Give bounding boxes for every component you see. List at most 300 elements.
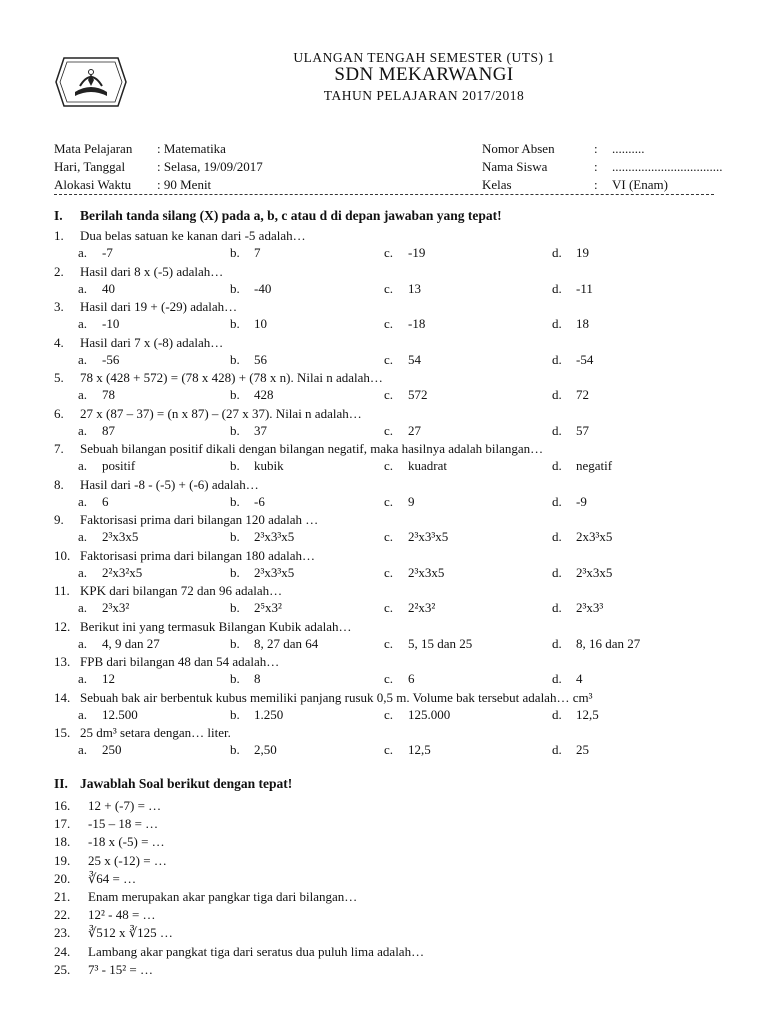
option-text: 4 <box>576 671 583 686</box>
info-row-subject <box>54 140 263 158</box>
question-number: 11. <box>54 583 70 598</box>
option-text: 125.000 <box>408 706 451 722</box>
option-letter: d. <box>552 280 562 296</box>
option-letter: c. <box>384 706 394 722</box>
info-colon: : <box>594 141 598 156</box>
option-letter: d. <box>552 742 562 757</box>
option-letter: b. <box>230 600 240 615</box>
option-text: 428 <box>254 387 274 402</box>
option-text: -9 <box>576 493 587 509</box>
question-text: -18 x (-5) = … <box>88 834 165 850</box>
option-text: 8, 27 dan 64 <box>254 635 319 651</box>
question-15 <box>54 725 231 741</box>
option-text: 2³x3³x5 <box>254 529 295 544</box>
option-d[interactable] <box>552 458 612 474</box>
option-letter: c. <box>384 316 394 331</box>
option-text: 87 <box>102 422 115 438</box>
option-letter: b. <box>230 422 240 438</box>
question-text: 78 x (428 + 572) = (78 x 428) + (78 x n). Nilai n adalah… <box>80 370 383 385</box>
option-letter: c. <box>384 671 394 686</box>
option-letter: b. <box>230 351 240 367</box>
option-letter: b. <box>230 529 240 544</box>
info-row-absen <box>482 140 723 158</box>
option-d[interactable] <box>552 742 589 758</box>
question-text: Hasil dari 19 + (-29) adalah… <box>80 299 238 314</box>
option-a[interactable] <box>78 281 115 297</box>
option-text: 1.250 <box>254 706 284 722</box>
option-d[interactable] <box>552 636 640 652</box>
question-2 <box>54 264 223 280</box>
question-number: 22. <box>54 907 71 923</box>
option-letter: a. <box>78 422 88 438</box>
option-a[interactable] <box>78 742 122 758</box>
info-value: : Matematika <box>157 141 226 156</box>
option-letter: a. <box>78 742 88 757</box>
question-1 <box>54 228 306 244</box>
option-letter: a. <box>78 316 88 331</box>
option-a[interactable] <box>78 600 129 616</box>
option-c[interactable] <box>384 600 435 616</box>
option-letter: d. <box>552 351 562 367</box>
option-b[interactable] <box>230 245 261 261</box>
question-number: 4. <box>54 334 64 350</box>
option-letter: c. <box>384 387 394 402</box>
question-number: 15. <box>54 725 71 740</box>
question-number: 3. <box>54 299 64 314</box>
question-number: 16. <box>54 798 71 813</box>
option-d[interactable] <box>552 245 589 261</box>
option-c[interactable] <box>384 636 472 652</box>
option-b[interactable] <box>230 707 283 723</box>
option-c[interactable] <box>384 387 428 403</box>
option-letter: c. <box>384 742 394 757</box>
option-text: 2³x3x5 <box>102 529 139 544</box>
option-text: 2³x3³x5 <box>408 529 449 544</box>
question-12 <box>54 619 352 635</box>
option-c[interactable] <box>384 565 444 581</box>
option-d[interactable] <box>552 352 593 368</box>
option-c[interactable] <box>384 423 421 439</box>
option-letter: b. <box>230 742 240 757</box>
option-text: 12.500 <box>102 706 138 722</box>
question-text: Lambang akar pangkat tiga dari seratus dua puluh lima adalah… <box>88 943 425 959</box>
option-text: -19 <box>408 245 426 260</box>
question-text: 27 x (87 – 37) = (n x 87) – (27 x 37). Nilai n adalah… <box>80 405 362 421</box>
exam-title: ULANGAN TENGAH SEMESTER (UTS) 1 <box>293 50 555 65</box>
option-letter: d. <box>552 706 562 722</box>
question-number: 10. <box>54 547 71 563</box>
option-text: 12,5 <box>408 742 431 757</box>
question-text: FPB dari bilangan 48 dan 54 adalah… <box>80 654 280 669</box>
option-b[interactable] <box>230 352 267 368</box>
essay-question-22 <box>54 907 156 923</box>
essay-question-16 <box>54 798 161 814</box>
info-row-name <box>482 158 723 176</box>
option-letter: b. <box>230 706 240 722</box>
option-d[interactable] <box>552 529 612 545</box>
option-text: 2x3³x5 <box>576 529 613 544</box>
absen-field[interactable]: .......... <box>612 141 645 156</box>
option-b[interactable] <box>230 458 284 474</box>
option-b[interactable] <box>230 423 267 439</box>
options-row <box>54 245 734 261</box>
option-a[interactable] <box>78 671 115 687</box>
options-row <box>54 636 734 652</box>
option-text: 2³x3² <box>102 600 130 615</box>
option-letter: b. <box>230 493 240 509</box>
option-text: 40 <box>102 280 115 296</box>
question-text: 25 x (-12) = … <box>88 852 167 868</box>
option-a[interactable] <box>78 423 115 439</box>
option-text: 2²x3²x5 <box>102 564 143 580</box>
option-b[interactable] <box>230 565 294 581</box>
option-c[interactable] <box>384 742 431 758</box>
option-text: 18 <box>576 316 589 331</box>
option-a[interactable] <box>78 458 135 474</box>
question-text: Dua belas satuan ke kanan dari -5 adalah… <box>80 228 306 243</box>
info-colon: : <box>594 177 598 192</box>
option-text: -10 <box>102 316 120 331</box>
options-row <box>54 458 734 474</box>
option-text: 12,5 <box>576 706 599 722</box>
question-5 <box>54 370 383 386</box>
option-c[interactable] <box>384 352 421 368</box>
option-a[interactable] <box>78 529 138 545</box>
option-d[interactable] <box>552 600 603 616</box>
option-letter: d. <box>552 671 562 686</box>
essay-question-19 <box>54 853 167 869</box>
option-letter: b. <box>230 387 240 402</box>
question-6 <box>54 406 362 422</box>
essay-question-20 <box>54 871 136 887</box>
options-row <box>54 423 734 439</box>
option-text: 9 <box>408 493 415 509</box>
question-text: Hasil dari -8 - (-5) + (-6) adalah… <box>80 476 259 492</box>
option-text: 7 <box>254 245 261 260</box>
option-a[interactable] <box>78 707 138 723</box>
info-value: : Selasa, 19/09/2017 <box>157 159 263 174</box>
option-letter: a. <box>78 635 88 651</box>
option-d[interactable] <box>552 316 589 332</box>
option-b[interactable] <box>230 281 271 297</box>
option-letter: c. <box>384 635 394 651</box>
option-a[interactable] <box>78 316 119 332</box>
option-b[interactable] <box>230 387 274 403</box>
question-9 <box>54 512 318 528</box>
question-number: 24. <box>54 943 71 959</box>
option-letter: d. <box>552 245 562 260</box>
option-letter: d. <box>552 422 562 438</box>
option-letter: a. <box>78 529 88 544</box>
option-text: 2,50 <box>254 742 277 757</box>
question-text: Berikut ini yang termasuk Bilangan Kubik adalah… <box>80 618 352 634</box>
option-text: 54 <box>408 351 421 367</box>
option-letter: b. <box>230 635 240 651</box>
option-letter: b. <box>230 245 240 260</box>
info-row-date <box>54 158 263 176</box>
option-d[interactable] <box>552 423 589 439</box>
option-text: 12 <box>102 671 115 686</box>
question-number: 23. <box>54 925 71 941</box>
question-number: 7. <box>54 441 64 456</box>
option-letter: c. <box>384 280 394 296</box>
option-text: 572 <box>408 387 428 402</box>
options-row <box>54 494 734 510</box>
option-a[interactable] <box>78 565 142 581</box>
options-row <box>54 281 734 297</box>
question-3 <box>54 299 237 315</box>
question-text: ∛512 x ∛125 … <box>88 925 173 941</box>
info-colon: : <box>594 159 598 174</box>
option-letter: d. <box>552 529 562 544</box>
question-text: 25 dm³ setara dengan… liter. <box>80 725 231 740</box>
question-number: 12. <box>54 618 71 634</box>
option-d[interactable] <box>552 494 587 510</box>
option-text: 27 <box>408 422 421 438</box>
question-8 <box>54 477 259 493</box>
question-text: -15 – 18 = … <box>88 816 159 832</box>
option-a[interactable] <box>78 352 119 368</box>
option-letter: d. <box>552 316 562 331</box>
question-number: 5. <box>54 370 64 385</box>
option-text: 2³x3x5 <box>408 564 445 580</box>
question-number: 2. <box>54 263 64 279</box>
option-text: 57 <box>576 422 589 438</box>
option-b[interactable] <box>230 494 265 510</box>
option-c[interactable] <box>384 494 415 510</box>
options-row <box>54 352 734 368</box>
options-row <box>54 707 734 723</box>
section-number: I. <box>54 208 63 223</box>
option-letter: a. <box>78 493 88 509</box>
option-letter: c. <box>384 600 394 615</box>
option-letter: c. <box>384 245 394 260</box>
option-c[interactable] <box>384 707 450 723</box>
options-row <box>54 316 734 332</box>
option-text: 2³x3³ <box>576 600 604 615</box>
option-letter: a. <box>78 245 88 260</box>
essay-question-17 <box>54 816 158 832</box>
option-letter: b. <box>230 564 240 580</box>
option-a[interactable] <box>78 636 160 652</box>
option-letter: d. <box>552 458 562 473</box>
option-text: 6 <box>102 493 109 509</box>
option-letter: c. <box>384 564 394 580</box>
option-text: 72 <box>576 387 589 402</box>
question-11 <box>54 583 282 599</box>
info-label: Mata Pelajaran <box>54 141 133 156</box>
option-a[interactable] <box>78 387 115 403</box>
question-4 <box>54 335 223 351</box>
essay-question-25 <box>54 962 153 978</box>
option-letter: d. <box>552 635 562 651</box>
exam-info-right <box>482 140 723 194</box>
question-number: 1. <box>54 228 64 243</box>
option-c[interactable] <box>384 316 425 332</box>
question-13 <box>54 654 279 670</box>
option-text: -7 <box>102 245 113 260</box>
question-text: Faktorisasi prima dari bilangan 120 adalah … <box>80 512 319 527</box>
question-text: 12 + (-7) = … <box>88 798 162 813</box>
info-label: Nomor Absen <box>482 141 555 156</box>
option-text: kuadrat <box>408 458 447 473</box>
option-text: positif <box>102 458 136 473</box>
essay-question-21 <box>54 889 357 905</box>
question-number: 20. <box>54 870 71 886</box>
question-text: Hasil dari 8 x (-5) adalah… <box>80 263 224 279</box>
option-c[interactable] <box>384 458 447 474</box>
question-number: 17. <box>54 816 71 832</box>
option-letter: c. <box>384 529 394 544</box>
essay-question-18 <box>54 834 165 850</box>
option-text: kubik <box>254 458 284 473</box>
option-c[interactable] <box>384 281 421 297</box>
question-text: Faktorisasi prima dari bilangan 180 adalah… <box>80 547 316 563</box>
option-text: -54 <box>576 351 594 367</box>
option-text: negatif <box>576 458 613 473</box>
option-letter: a. <box>78 564 88 580</box>
option-letter: a. <box>78 280 88 296</box>
options-row <box>54 742 734 758</box>
option-text: 19 <box>576 245 589 260</box>
option-b[interactable] <box>230 742 277 758</box>
option-text: 56 <box>254 351 267 367</box>
option-text: 37 <box>254 422 267 438</box>
option-d[interactable] <box>552 565 612 581</box>
option-letter: d. <box>552 600 562 615</box>
section-1-heading <box>54 208 502 224</box>
question-number: 18. <box>54 834 71 850</box>
option-d[interactable] <box>552 387 589 403</box>
option-b[interactable] <box>230 600 282 616</box>
option-letter: d. <box>552 564 562 580</box>
section-2-heading <box>54 776 292 792</box>
option-text: 2³x3³x5 <box>254 564 295 580</box>
option-b[interactable] <box>230 316 267 332</box>
info-value: VI (Enam) <box>612 177 668 192</box>
info-label: Nama Siswa <box>482 159 548 174</box>
option-letter: c. <box>384 422 394 438</box>
question-text: Sebuah bak air berbentuk kubus memiliki panjang rusuk 0,5 m. Volume bak tersebut adalah… cm³ <box>80 689 593 705</box>
option-b[interactable] <box>230 529 294 545</box>
school-name: SDN MEKARWANGI <box>334 64 514 85</box>
option-letter: c. <box>384 493 394 509</box>
option-letter: c. <box>384 351 394 367</box>
option-text: 2⁵x3² <box>254 600 282 615</box>
question-number: 19. <box>54 852 71 868</box>
option-text: 4, 9 dan 27 <box>102 635 160 651</box>
option-a[interactable] <box>78 245 113 261</box>
option-letter: b. <box>230 458 240 473</box>
option-text: 25 <box>576 742 589 757</box>
option-letter: a. <box>78 706 88 722</box>
question-14 <box>54 690 592 706</box>
option-text: 8, 16 dan 27 <box>576 635 641 651</box>
option-b[interactable] <box>230 671 261 687</box>
option-text: 10 <box>254 316 267 331</box>
question-text: ∛64 = … <box>88 870 137 886</box>
option-a[interactable] <box>78 494 109 510</box>
exam-info-left <box>54 140 263 194</box>
option-text: 78 <box>102 387 115 402</box>
dashed-divider <box>54 194 714 195</box>
question-number: 13. <box>54 654 71 669</box>
option-d[interactable] <box>552 281 593 297</box>
option-text: 2²x3² <box>408 600 436 615</box>
student-name-field[interactable]: .................................. <box>612 159 723 174</box>
question-text: Sebuah bilangan positif dikali dengan bilangan negatif, maka hasilnya adalah bilangan… <box>80 441 544 456</box>
option-text: 6 <box>408 671 415 686</box>
option-letter: a. <box>78 671 88 686</box>
option-b[interactable] <box>230 636 318 652</box>
option-letter: c. <box>384 458 394 473</box>
section-title: Berilah tanda silang (X) pada a, b, c atau d di depan jawaban yang tepat! <box>80 208 502 223</box>
question-text: Enam merupakan akar pangkar tiga dari bilangan… <box>88 889 358 904</box>
question-text: Hasil dari 7 x (-8) adalah… <box>80 334 224 350</box>
info-value: : 90 Menit <box>157 177 212 192</box>
essay-question-23 <box>54 925 173 941</box>
option-letter: a. <box>78 600 88 615</box>
option-letter: b. <box>230 316 240 331</box>
option-text: -11 <box>576 280 593 296</box>
section-title: Jawablah Soal berikut dengan tepat! <box>80 776 293 791</box>
option-d[interactable] <box>552 707 599 723</box>
option-c[interactable] <box>384 671 415 687</box>
info-label: Kelas <box>482 177 512 192</box>
option-text: -40 <box>254 280 272 296</box>
option-text: -6 <box>254 493 265 509</box>
options-row <box>54 671 734 687</box>
question-number: 8. <box>54 476 64 492</box>
section-number: II. <box>54 776 68 791</box>
option-letter: b. <box>230 280 240 296</box>
option-text: 5, 15 dan 25 <box>408 635 473 651</box>
options-row <box>54 387 734 403</box>
option-letter: a. <box>78 387 88 402</box>
option-letter: a. <box>78 458 88 473</box>
option-letter: d. <box>552 493 562 509</box>
question-text: KPK dari bilangan 72 dan 96 adalah… <box>80 583 283 598</box>
option-c[interactable] <box>384 245 425 261</box>
info-row-class <box>482 176 723 194</box>
option-text: 250 <box>102 742 122 757</box>
option-text: 13 <box>408 280 421 296</box>
options-row <box>54 529 734 545</box>
question-number: 25. <box>54 961 71 977</box>
question-number: 9. <box>54 512 64 527</box>
question-number: 21. <box>54 889 71 904</box>
academic-year: TAHUN PELAJARAN 2017/2018 <box>323 88 525 103</box>
option-text: 2³x3x5 <box>576 564 613 580</box>
option-letter: b. <box>230 671 240 686</box>
info-row-duration <box>54 176 263 194</box>
option-letter: a. <box>78 351 88 367</box>
essay-question-24 <box>54 944 424 960</box>
options-row <box>54 600 734 616</box>
question-number: 6. <box>54 405 64 421</box>
option-text: 8 <box>254 671 261 686</box>
options-row <box>54 565 734 581</box>
question-text: 7³ - 15² = … <box>88 961 153 977</box>
info-label: Alokasi Waktu <box>54 177 132 192</box>
option-text: -18 <box>408 316 426 331</box>
question-text: 12² - 48 = … <box>88 907 156 923</box>
option-letter: d. <box>552 387 562 402</box>
question-7 <box>54 441 543 457</box>
option-d[interactable] <box>552 671 583 687</box>
question-number: 14. <box>54 689 71 705</box>
option-c[interactable] <box>384 529 448 545</box>
